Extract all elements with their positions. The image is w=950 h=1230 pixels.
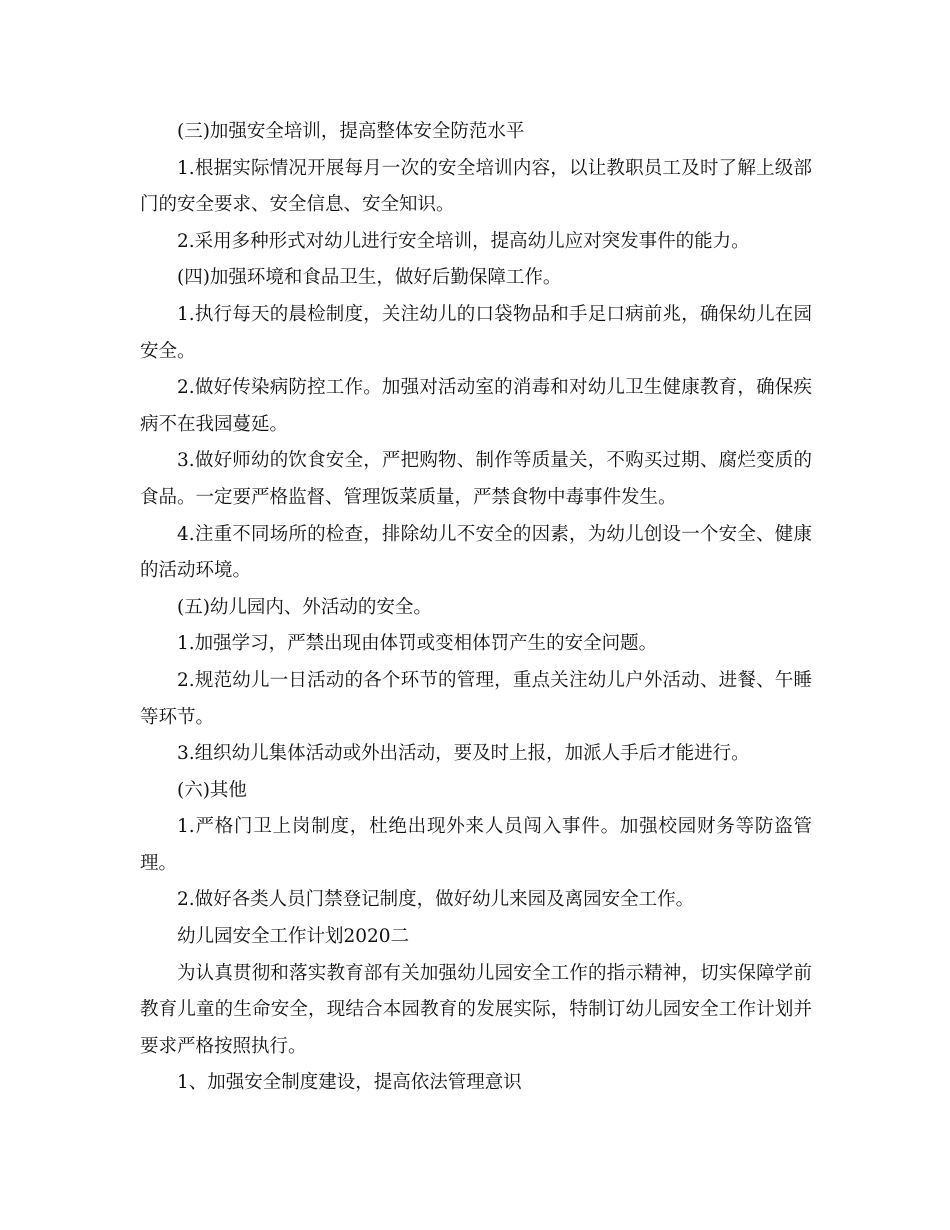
paragraph: 为认真贯彻和落实教育部有关加强幼儿园安全工作的指示精神，切实保障学前教育儿童的生命安全，现结合本园教育的发展实际，特制订幼儿园安全工作计划并要求严格按照执行。 bbox=[140, 962, 812, 1057]
section-heading-hygiene: (四)加强环境和食品卫生，做好后勤保障工作。 bbox=[177, 267, 562, 289]
section-heading-system: 1、加强安全制度建设，提高依法管理意识 bbox=[177, 1072, 522, 1094]
section-heading-activities: (五)幼儿园内、外活动的安全。 bbox=[177, 596, 432, 618]
paragraph: 1.加强学习，严禁出现由体罚或变相体罚产生的安全问题。 bbox=[177, 633, 658, 655]
paragraph: 3.组织幼儿集体活动或外出活动，要及时上报，加派人手后才能进行。 bbox=[177, 743, 750, 765]
paragraph: 4.注重不同场所的检查，排除幼儿不安全的因素，为幼儿创设一个安全、健康的活动环境。 bbox=[140, 523, 812, 582]
paragraph: 1.执行每天的晨检制度，关注幼儿的口袋物品和手足口病前兆，确保幼儿在园安全。 bbox=[140, 303, 812, 362]
section-heading-other: (六)其他 bbox=[177, 779, 247, 801]
paragraph: 3.做好师幼的饮食安全，严把购物、制作等质量关，不购买过期、腐烂变质的食品。一定要严格监督、管理饭菜质量，严禁食物中毒事件发生。 bbox=[140, 450, 812, 508]
paragraph: 2.采用多种形式对幼儿进行安全培训，提高幼儿应对突发事件的能力。 bbox=[177, 230, 750, 252]
paragraph: 2.做好各类人员门禁登记制度，做好幼儿来园及离园安全工作。 bbox=[177, 889, 695, 911]
section-heading-training: (三)加强安全培训，提高整体安全防范水平 bbox=[177, 121, 525, 142]
paragraph: 1.严格门卫上岗制度，杜绝出现外来人员闯入事件。加强校园财务等防盗管理。 bbox=[140, 816, 812, 874]
document-subtitle: 幼儿园安全工作计划2020二 bbox=[177, 926, 410, 948]
paragraph: 1.根据实际情况开展每月一次的安全培训内容，以让教职员工及时了解上级部门的安全要求、安全信息、安全知识。 bbox=[140, 157, 812, 216]
document-body bbox=[140, 114, 812, 1102]
paragraph: 2.做好传染病防控工作。加强对活动室的消毒和对幼儿卫生健康教育，确保疾病不在我园蔓延。 bbox=[140, 377, 812, 435]
paragraph: 2.规范幼儿一日活动的各个环节的管理，重点关注幼儿户外活动、进餐、午睡等环节。 bbox=[140, 669, 812, 728]
